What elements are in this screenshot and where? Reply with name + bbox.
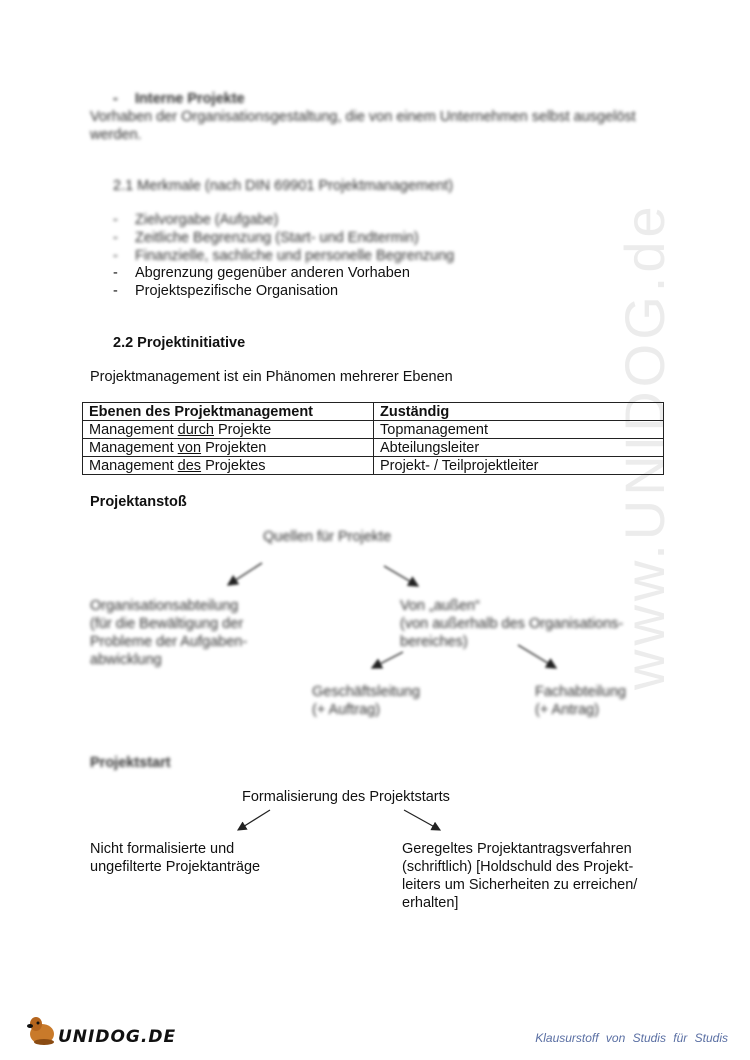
anstoss-sub-right: Fachabteilung (+ Antrag) (535, 684, 627, 718)
list-dash: - (113, 248, 118, 264)
list-dash: - (113, 212, 118, 228)
start-root: Formalisierung des Projektstarts (242, 789, 450, 805)
interne-line-1: Vorhaben der Organisationsgestaltung, die von einem Unternehmen selbst ausgelöst (90, 109, 636, 125)
arrow-start-left (238, 810, 270, 830)
list-item: Zielvorgabe (Aufgabe) (135, 212, 279, 228)
arrow-anstoss-sub-right (518, 645, 556, 668)
projektstart-heading: Projektstart (90, 755, 171, 771)
projektanstoss-heading: Projektanstoß (90, 494, 187, 510)
watermark: www.UNIDOG.de (613, 202, 676, 690)
table-cell-ebene: Management durch Projekte (83, 421, 374, 439)
arrow-anstoss-right (384, 566, 418, 586)
table-cell-ebene: Management des Projektes (83, 457, 374, 475)
arrow-anstoss-sub-left (372, 652, 403, 668)
interne-line-2: werden. (90, 127, 142, 143)
list-dash: - (113, 230, 118, 246)
arrow-anstoss-left (228, 563, 262, 585)
list-item: Zeitliche Begrenzung (Start- und Endtermin) (135, 230, 419, 246)
start-right-node: Geregeltes Projektantragsverfahren (schriftlich) [Holdschuld des Projekt- leiters um Sicherheiten zu erreichen/ erhalten] (402, 841, 638, 911)
section-21-heading: 2.1 Merkmale (nach DIN 69901 Projektmanagement) (113, 178, 454, 194)
interne-heading: Interne Projekte (135, 91, 245, 107)
table-cell-zustaendig: Topmanagement (374, 421, 664, 439)
logo-text: UNIDOG.DE (58, 1027, 177, 1047)
list-dash: - (113, 283, 118, 299)
section-22-heading: 2.2 Projektinitiative (113, 335, 246, 351)
anstoss-root: Quellen für Projekte (263, 529, 392, 545)
start-left-node: Nicht formalisierte und ungefilterte Projektanträge (90, 841, 261, 875)
anstoss-left-node: Organisationsabteilung (für die Bewältigung der Probleme der Aufgaben- abwicklung (90, 598, 248, 668)
table-header-zustaendig: Zuständig (374, 403, 664, 421)
interne-dash: - (113, 91, 118, 107)
list-item: Finanzielle, sachliche und personelle Begrenzung (135, 248, 455, 264)
table-header-ebenen: Ebenen des Projektmanagement (83, 403, 374, 421)
table-cell-ebene: Management von Projekten (83, 439, 374, 457)
table-cell-zustaendig: Projekt- / Teilprojektleiter (374, 457, 664, 475)
arrow-start-right (404, 810, 440, 830)
footer-tagline: Klausurstoff von Studis für Studis (535, 1031, 728, 1045)
list-dash: - (113, 265, 118, 281)
dog-logo-icon (24, 1014, 60, 1048)
anstoss-right-node: Von „außen“ (von außerhalb des Organisations- bereiches) (400, 598, 624, 650)
table-cell-zustaendig: Abteilungsleiter (374, 439, 664, 457)
anstoss-sub-left: Geschäftsleitung (+ Auftrag) (312, 684, 421, 718)
section-22-intro: Projektmanagement ist ein Phänomen mehrerer Ebenen (90, 369, 453, 385)
list-item: Abgrenzung gegenüber anderen Vorhaben (135, 265, 410, 281)
list-item: Projektspezifische Organisation (135, 283, 339, 299)
